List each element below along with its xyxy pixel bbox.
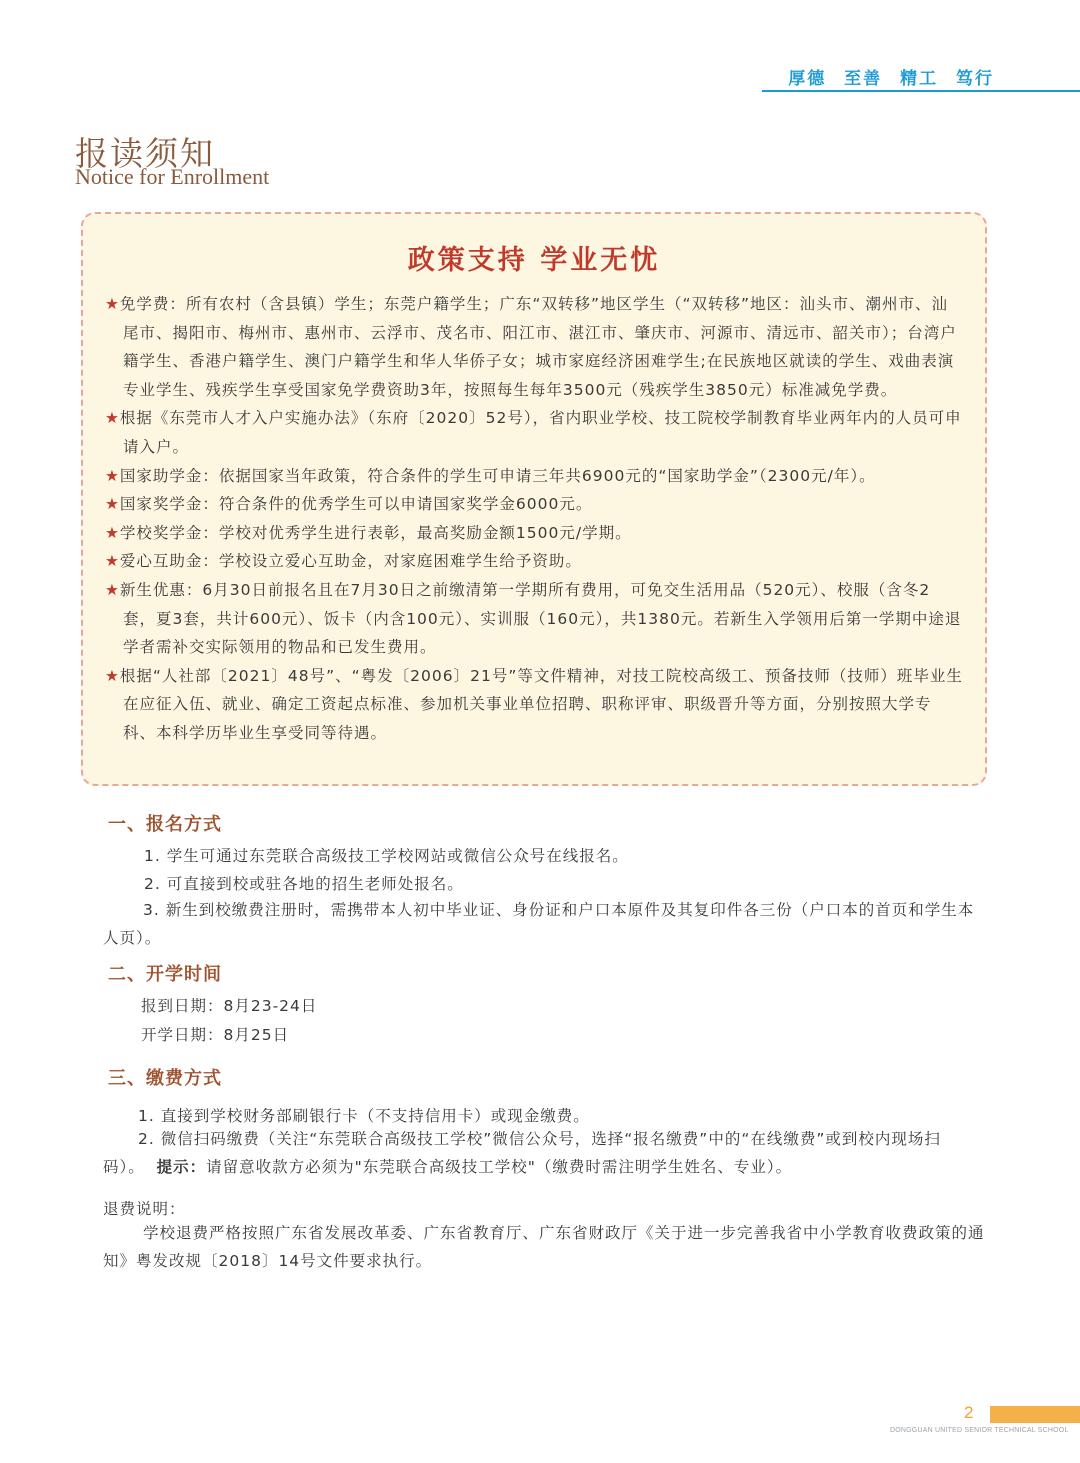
registration-item-2: 2. 可直接到校或驻各地的招生老师处报名。 (144, 875, 464, 893)
policy-item-school-scholarship: ★学校奖学金：学校对优秀学生进行表彰，最高奖励金额1500元/学期。 (105, 523, 632, 542)
star-icon: ★ (105, 523, 120, 542)
page-number: 2 (964, 1403, 974, 1422)
payment-item-2: 2. 微信扫码缴费（关注“东莞联合高级技工学校”微信公众号，选择“报名缴费”中的“在线缴费”或到校内现场扫码）。 提示：请留意收款方必须为"东莞联合高级技工学校"（缴费时需注明学生姓名、专业）。 (103, 1130, 941, 1176)
star-icon: ★ (105, 466, 120, 485)
policy-item-graduate-treatment: ★根据“人社部〔2021〕48号”、“粤发〔2006〕21号”等文件精神，对技工院校高级工、预备技师（技师）班毕业生在应征入伍、就业、确定工资起点标准、参加机关事业单位招聘、职称评审、职级晋升等方面，分别按照大学专科、本科学历毕业生享受同等待遇。 (105, 666, 963, 742)
start-date: 开学日期：8月25日 (141, 1026, 290, 1044)
refund-text: 学校退费严格按照广东省发展改革委、广东省教育厅、广东省财政厅《关于进一步完善我省中小学教育收费政策的通知》粤发改规〔2018〕14号文件要求执行。 (103, 1224, 985, 1270)
header-divider (762, 90, 1080, 92)
refund-label: 退费说明： (103, 1200, 186, 1218)
registration-item-3: 3. 新生到校缴费注册时，需携带本人初中毕业证、身份证和户口本原件及其复印件各三份（户口本的首页和学生本人页）。 (103, 901, 975, 947)
registration-item-1: 1. 学生可通过东莞联合高级技工学校网站或微信公众号在线报名。 (144, 847, 629, 865)
star-icon: ★ (105, 295, 120, 313)
policy-item-national-scholarship: ★国家奖学金：符合条件的优秀学生可以申请国家奖学金6000元。 (105, 495, 593, 514)
registration-heading: 一、报名方式 (108, 814, 222, 835)
footer-school-name: DONGGUAN UNITED SENIOR TECHNICAL SCHOOL (890, 1427, 1069, 1434)
page-number-bar (990, 1406, 1080, 1423)
policy-item-national-grant: ★国家助学金：依据国家当年政策，符合条件的学生可申请三年共6900元的“国家助学金”（2300元/年）。 (105, 466, 876, 485)
schedule-heading: 二、开学时间 (108, 964, 222, 985)
page-title: 报读须知 (75, 134, 215, 173)
policy-list (105, 290, 963, 748)
policy-item-residency: ★根据《东莞市人才入户实施办法》（东府〔2020〕52号），省内职业学校、技工院校学制教育毕业两年内的人员可申请入户。 (105, 409, 962, 456)
star-icon: ★ (105, 495, 120, 514)
policy-title: 政策支持 学业无忧 (407, 245, 661, 276)
payment-item-1: 1. 直接到学校财务部刷银行卡（不支持信用卡）或现金缴费。 (138, 1107, 590, 1125)
star-icon: ★ (105, 552, 120, 571)
policy-item-tuition-waiver: ★免学费：所有农村（含县镇）学生；东莞户籍学生；广东“双转移”地区学生（“双转移”地区：汕头市、潮州市、汕尾市、揭阳市、梅州市、惠州市、云浮市、茂名市、阳江市、湛江市、肇庆市、河源市、清远市、韶关市）；台湾户籍学生、香港户籍学生、澳门户籍学生和华人华侨子女；城市家庭经济困难学生;在民族地区就读的学生、戏曲表演专业学生、残疾学生享受国家免学费资助3年，按照每生每年3500元（残疾学生3850元）标准减免学费。 (105, 295, 957, 399)
star-icon: ★ (105, 580, 120, 599)
payment-tip-text: 请留意收款方必须为"东莞联合高级技工学校"（缴费时需注明学生姓名、专业）。 (206, 1158, 793, 1176)
policy-support-box (81, 212, 987, 786)
page-subtitle: Notice for Enrollment (75, 164, 270, 189)
school-motto: 厚德 至善 精工 笃行 (788, 69, 994, 89)
policy-item-new-student-offer: ★新生优惠：6月30日前报名且在7月30日之前缴清第一学期所有费用，可免交生活用品（520元）、校服（含冬2套，夏3套，共计600元）、饭卡（内含100元）、实训服（160元），共1380元。若新生入学领用后第一学期中途退学者需补交实际领用的物品和已发生费用。 (105, 580, 962, 657)
star-icon: ★ (105, 409, 120, 428)
star-icon: ★ (105, 666, 120, 685)
payment-heading: 三、缴费方式 (108, 1068, 222, 1089)
report-date: 报到日期：8月23-24日 (141, 997, 318, 1015)
payment-tip-label: 提示： (156, 1158, 207, 1176)
policy-item-mutual-aid: ★爱心互助金：学校设立爱心互助金，对家庭困难学生给予资助。 (105, 552, 582, 571)
